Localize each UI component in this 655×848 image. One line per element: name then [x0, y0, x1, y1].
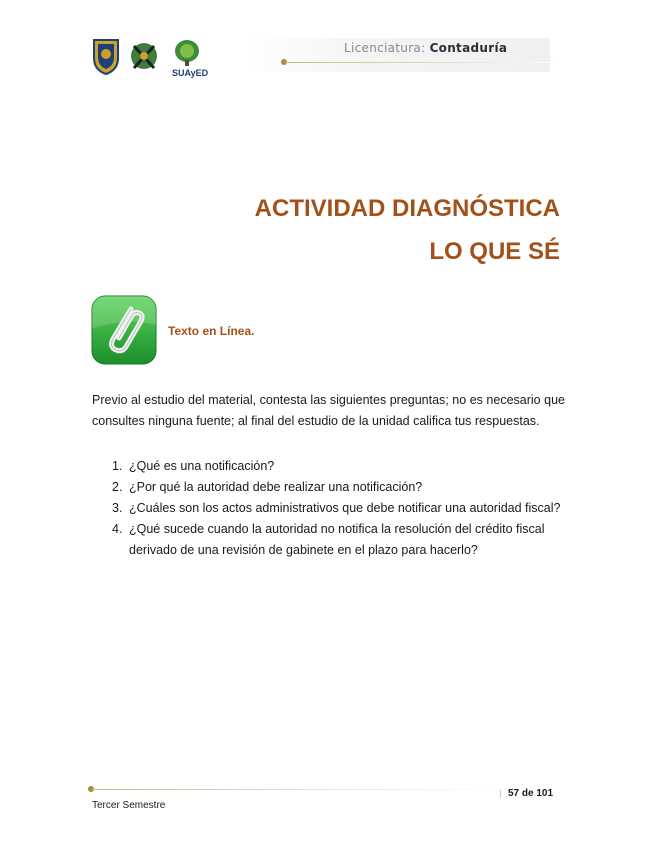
activity-title: ACTIVIDAD DIAGNÓSTICA	[254, 195, 560, 222]
unam-shield-icon	[94, 40, 118, 74]
footer-divider	[92, 789, 502, 790]
activity-subtitle: LO QUE SÉ	[429, 238, 560, 265]
header-divider	[285, 62, 555, 63]
list-item	[92, 519, 565, 561]
question-text: ¿Qué sucede cuando la autoridad no notifica la resolución del crédito fiscal derivado de una revisión de gabinete en el plazo para hacerlo?	[129, 522, 545, 557]
semester-label: Tercer Semestre	[92, 800, 166, 811]
question-number: 4.	[112, 522, 123, 536]
list-item	[92, 498, 565, 519]
question-text: ¿Qué es una notificación?	[129, 459, 275, 473]
faculty-emblem-icon	[131, 43, 157, 69]
question-list	[92, 456, 565, 561]
suayed-logo-text: SUAyED	[172, 68, 209, 78]
institution-logos-icon	[92, 36, 222, 78]
program-name: Contaduría	[429, 41, 508, 55]
suayed-tree-icon	[175, 40, 199, 66]
question-text: ¿Cuáles son los actos administrativos que debe notificar una autoridad fiscal?	[129, 501, 561, 515]
list-item	[92, 456, 565, 477]
question-number: 2.	[112, 480, 123, 494]
page-number: 57 de 101	[508, 788, 554, 799]
intro-paragraph: Previo al estudio del material, contesta las siguientes preguntas; no es necesario que consultes ninguna fuente; al final del estudio de la unidad califica tus respuestas.	[92, 393, 565, 428]
paperclip-icon	[91, 295, 157, 365]
footer-tick	[500, 790, 501, 798]
question-text: ¿Por qué la autoridad debe realizar una notificación?	[129, 480, 423, 494]
list-item	[92, 477, 565, 498]
header-logos	[92, 36, 222, 78]
activity-type-label: Texto en Línea.	[168, 324, 255, 338]
question-number: 1.	[112, 459, 123, 473]
question-number: 3.	[112, 501, 123, 515]
header-program	[344, 41, 507, 55]
program-label: Licenciatura:	[344, 41, 426, 55]
